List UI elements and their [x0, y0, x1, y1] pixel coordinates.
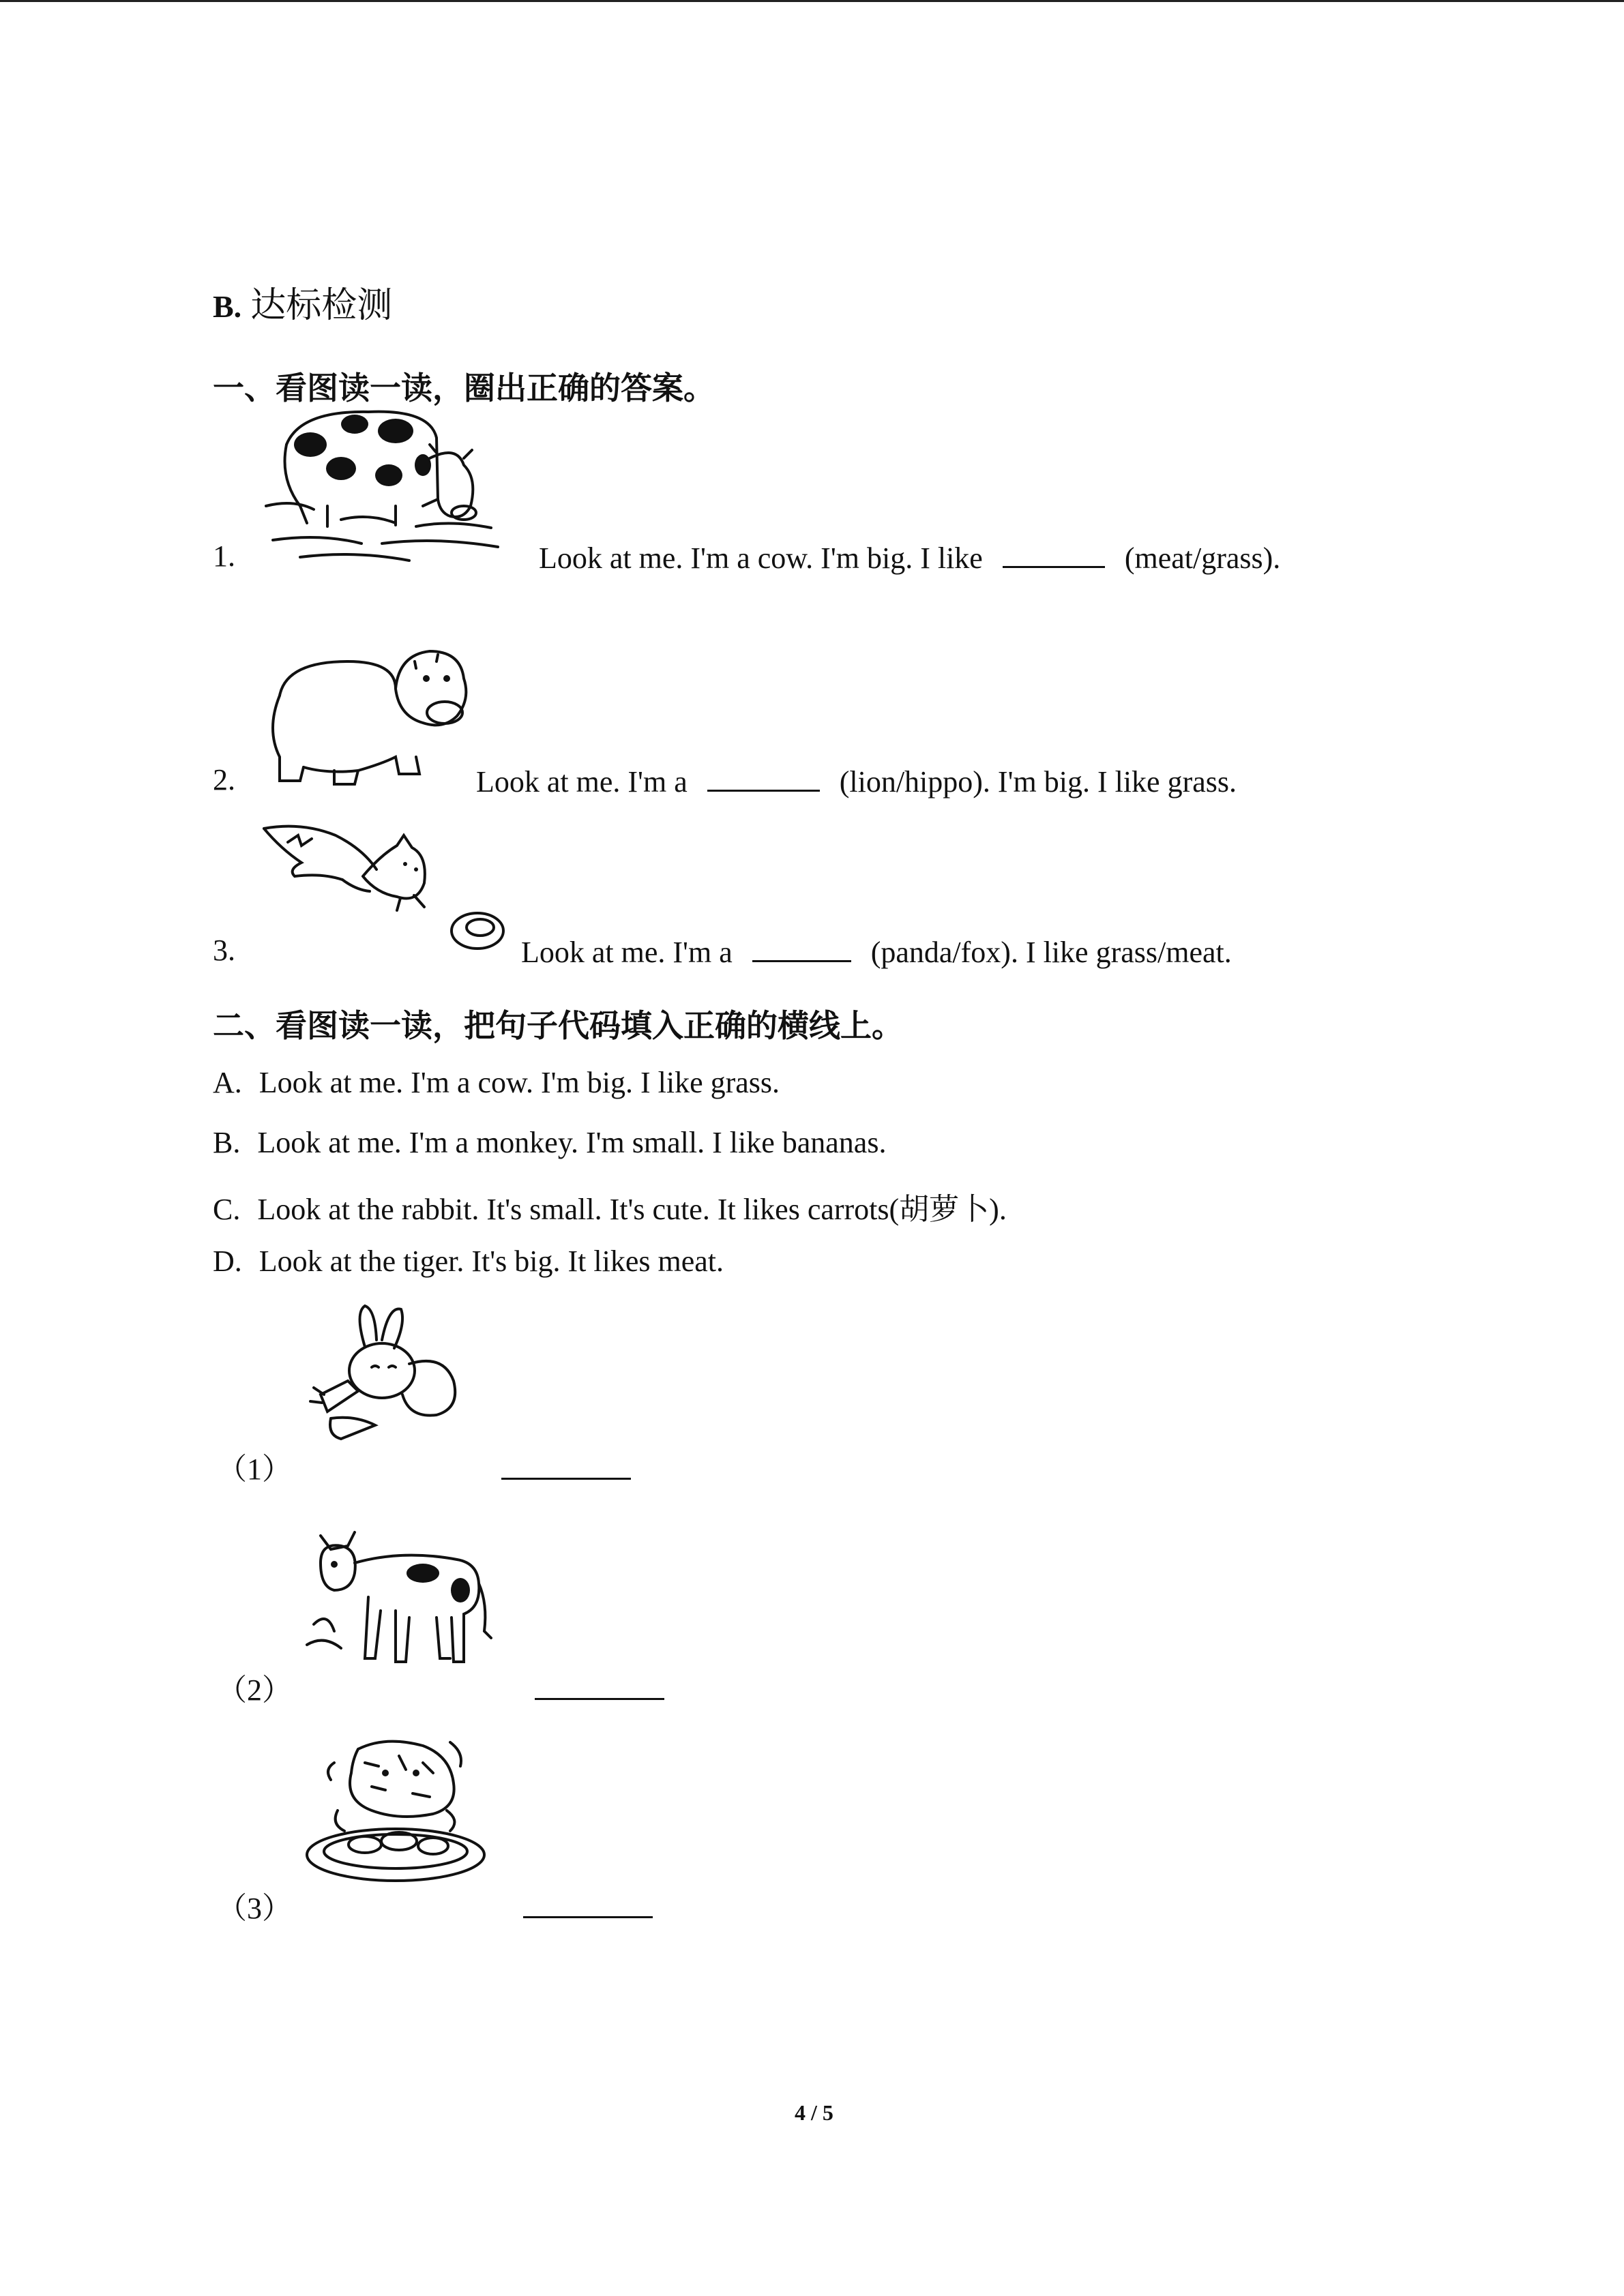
q3	[213, 933, 235, 968]
q3-number: 3.	[213, 934, 235, 967]
q2-number: 2.	[213, 763, 235, 796]
tiger-meat-icon	[304, 1735, 501, 1889]
rabbit-carrot-icon	[300, 1299, 467, 1452]
q2-text-before: Look at me. I'm a	[476, 765, 688, 799]
section-letter: B.	[213, 289, 242, 324]
item-3-number: （3）	[217, 1892, 292, 1925]
q3-text-before: Look at me. I'm a	[521, 936, 733, 969]
item-1-answer-blank[interactable]	[501, 1447, 631, 1480]
q1-number: 1.	[213, 539, 235, 573]
q1-text-after: (meat/grass).	[1124, 541, 1281, 575]
part1-heading: 一、看图读一读，圈出正确的答案。	[213, 370, 715, 406]
option-a-letter: A.	[213, 1066, 242, 1099]
option-a	[213, 1065, 780, 1100]
q2	[213, 762, 235, 797]
q2-sentence	[476, 762, 1237, 799]
option-c-letter: C.	[213, 1193, 241, 1226]
option-c-text: Look at the rabbit. It's small. It's cute. It likes carrots(胡萝卜).	[257, 1193, 1007, 1226]
item-2-answer-blank[interactable]	[535, 1667, 664, 1700]
top-border	[0, 0, 1624, 2]
item-2-number: （2）	[217, 1673, 292, 1707]
option-b-letter: B.	[213, 1126, 241, 1159]
q3-sentence	[521, 933, 1232, 970]
q1-text-before: Look at me. I'm a cow. I'm big. I like	[539, 541, 983, 575]
option-b-text: Look at me. I'm a monkey. I'm small. I like bananas.	[257, 1126, 887, 1159]
option-a-text: Look at me. I'm a cow. I'm big. I like grass.	[259, 1066, 780, 1099]
part2-heading: 二、看图读一读，把句子代码填入正确的横线上。	[213, 1007, 903, 1044]
q3-text-after: (panda/fox). I like grass/meat.	[870, 936, 1232, 969]
q2-text-after: (lion/hippo). I'm big. I like grass.	[839, 765, 1237, 799]
cow-eating-icon	[300, 1522, 498, 1672]
q3-answer-blank[interactable]	[752, 933, 851, 962]
item-3-answer-blank[interactable]	[523, 1885, 653, 1918]
q1-sentence	[539, 539, 1280, 576]
hippo-icon	[259, 641, 471, 791]
q1-answer-blank[interactable]	[1003, 539, 1105, 568]
cow-grazing-icon	[259, 404, 532, 567]
fox-icon	[261, 815, 520, 961]
q2-answer-blank[interactable]	[707, 762, 820, 792]
q1	[213, 539, 235, 573]
option-d	[213, 1244, 724, 1279]
option-b	[213, 1125, 886, 1160]
section-title	[213, 276, 392, 327]
page-number: 4 / 5	[795, 2100, 833, 2125]
option-d-letter: D.	[213, 1244, 242, 1278]
section-text: 达标检测	[250, 286, 393, 325]
option-c	[213, 1184, 1007, 1228]
option-d-text: Look at the tiger. It's big. It likes meat.	[259, 1244, 724, 1278]
item-1-number: （1）	[217, 1452, 292, 1486]
